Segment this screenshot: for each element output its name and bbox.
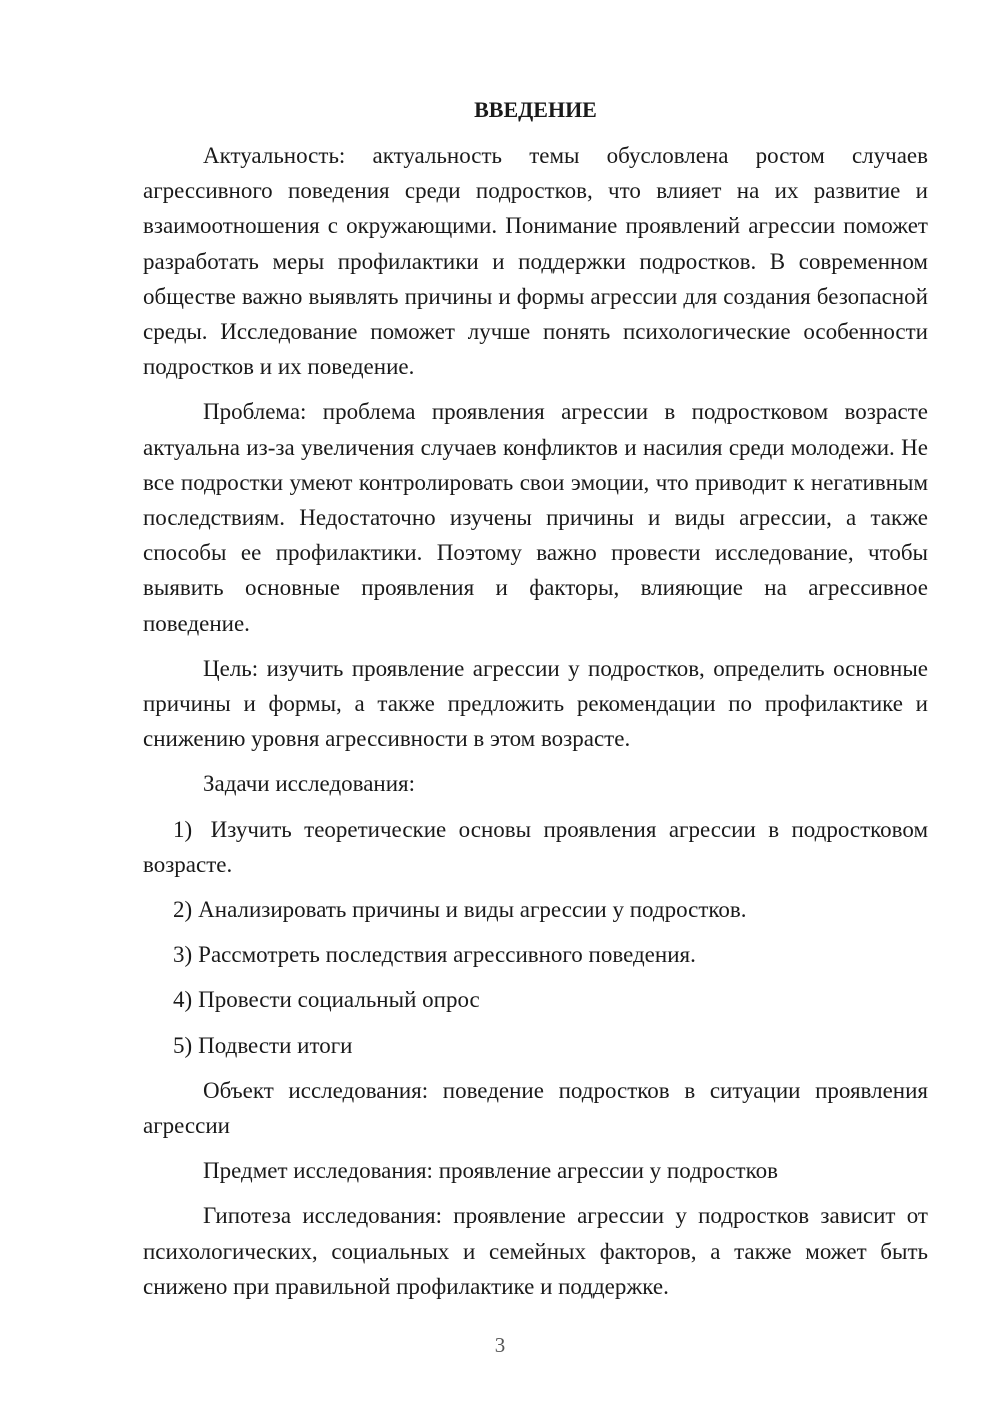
task-item [143, 1028, 928, 1063]
document-page [143, 92, 928, 1314]
task-item [143, 937, 928, 972]
task-text: Провести социальный опрос [198, 987, 480, 1013]
page-title: ВВЕДЕНИЕ [474, 97, 597, 122]
task-number: 1) [173, 816, 193, 842]
task-number: 3) [173, 942, 193, 968]
task-text: Рассмотреть последствия агрессивного поведения. [198, 942, 696, 968]
tasks-heading: Задачи исследования: [203, 771, 416, 797]
task-number: 2) [173, 897, 193, 923]
task-text: Изучить теоретические основы проявления агрессии в подростковом возрасте. [143, 816, 929, 877]
task-item [143, 812, 928, 882]
task-number: 4) [173, 987, 193, 1013]
task-text: Анализировать причины и виды агрессии у подростков. [198, 897, 747, 923]
task-item [143, 982, 928, 1017]
object-paragraph: Объект исследования: поведение подростков в ситуации проявления агрессии [143, 1077, 928, 1139]
problem-paragraph: Проблема: проблема проявления агрессии в подростковом возрасте актуальна из-за увеличения случаев конфликтов и насилия среди молодежи. Не все подростки умеют контролировать свои эмоции, что приводит к негативным последствиям. Недостаточно изучены причины и виды агрессии, а также способы ее профилактики. Поэтому важно провести исследование, чтобы выявить основные проявления и факторы, влияющие на агрессивное поведение. [143, 399, 928, 636]
relevance-paragraph: Актуальность: актуальность темы обусловлена ростом случаев агрессивного поведения среди подростков, что влияет на их развитие и взаимоотношения с окружающими. Понимание проявлений агрессии поможет разработать меры профилактики и поддержки подростков. В современном обществе важно выявлять причины и формы агрессии для создания безопасной среды. Исследование поможет лучше понять психологические особенности подростков и их поведение. [143, 143, 928, 380]
page-number: 3 [494, 1333, 506, 1357]
task-item [143, 892, 928, 927]
task-number: 5) [173, 1032, 193, 1058]
task-text: Подвести итоги [198, 1032, 353, 1058]
tasks-list [143, 812, 928, 1063]
subject-paragraph: Предмет исследования: проявление агрессии у подростков [203, 1158, 778, 1184]
goal-paragraph: Цель: изучить проявление агрессии у подростков, определить основные причины и формы, а также предложить рекомендации по профилактике и снижению уровня агрессивности в этом возрасте. [143, 655, 928, 752]
hypothesis-paragraph: Гипотеза исследования: проявление агрессии у подростков зависит от психологических, социальных и семейных факторов, а также может быть снижено при правильной профилактике и поддержке. [143, 1203, 928, 1299]
